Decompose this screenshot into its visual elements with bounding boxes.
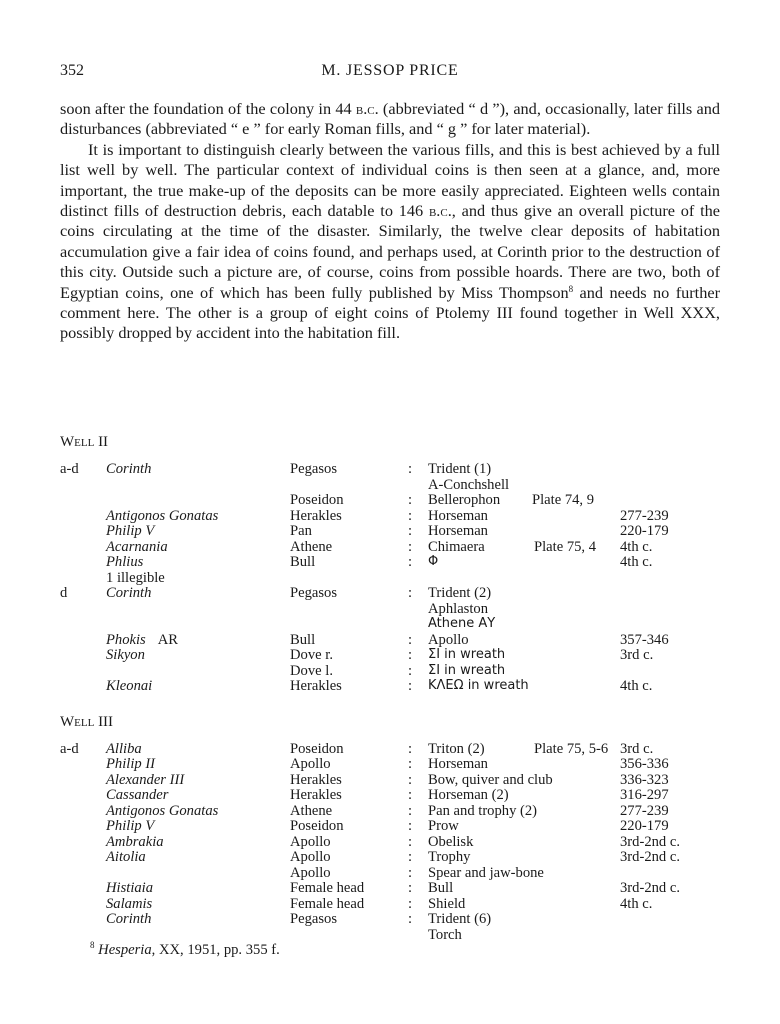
table-row: [60, 849, 740, 865]
obverse-type: Bull: [290, 631, 316, 648]
table-row: [60, 756, 740, 772]
obverse-type: Poseidon: [290, 740, 344, 757]
plate-reference: Plate 74, 9: [532, 492, 595, 508]
separator-colon: :: [408, 833, 413, 850]
reverse-type: Shield: [428, 895, 466, 912]
obverse-type: Herakles: [290, 787, 342, 803]
reverse-type: Torch: [428, 926, 462, 943]
mint-text: Corinth: [106, 461, 152, 477]
reverse-type: Apollo: [428, 631, 469, 648]
mint-name: [106, 678, 152, 695]
separator-colon: :: [408, 864, 413, 881]
table-row: [60, 508, 740, 524]
date-range: 4th c.: [620, 678, 653, 694]
reverse-type: ΣΙ in wreath: [428, 647, 506, 662]
date-range: 220-179: [620, 523, 669, 539]
obverse-type: Athene: [290, 802, 333, 819]
footnote-journal: Hesperia: [98, 942, 152, 958]
obverse-type: Female head: [290, 895, 365, 912]
table-row: [60, 539, 740, 555]
separator-colon: :: [408, 895, 413, 912]
reverse-type: A-Conchshell: [428, 476, 510, 493]
reverse-type: Bellerophon: [428, 492, 501, 508]
reverse-type: Chimaera: [428, 538, 485, 555]
separator-colon: :: [408, 849, 413, 865]
date-range: 316-297: [620, 787, 669, 803]
fill-label: a-d: [60, 740, 79, 757]
reverse-type: Trident (6): [428, 911, 492, 927]
mint-text: Salamis: [106, 895, 153, 912]
mint-name: [106, 554, 143, 571]
separator-colon: :: [408, 585, 413, 601]
body-text: [60, 99, 720, 344]
date-range: 3rd-2nd c.: [620, 880, 680, 896]
obverse-type: Pan: [290, 523, 312, 539]
obverse-type: Poseidon: [290, 818, 344, 834]
table-row: [60, 601, 740, 617]
mint-name: [106, 787, 168, 804]
obverse-type: Herakles: [290, 678, 342, 694]
mint-name: [106, 834, 164, 851]
mint-name: [106, 523, 154, 540]
separator-colon: :: [408, 662, 413, 679]
separator-colon: :: [408, 678, 413, 694]
reverse-type: Horseman: [428, 523, 488, 539]
obverse-type: Apollo: [290, 849, 331, 865]
reverse-type: Trident (2): [428, 585, 492, 601]
separator-colon: :: [408, 461, 413, 477]
separator-colon: :: [408, 492, 413, 508]
table-row: [60, 741, 740, 757]
mint-text: Corinth: [106, 911, 152, 927]
table-row: [60, 461, 740, 477]
table-row: [60, 647, 740, 663]
separator-colon: :: [408, 647, 413, 663]
date-range: 356-336: [620, 756, 669, 772]
page-number: 352: [60, 62, 84, 79]
table-row: [60, 616, 740, 632]
reverse-type: Aphlaston: [428, 600, 488, 617]
obverse-type: Apollo: [290, 833, 331, 850]
reverse-type: Pan and trophy (2): [428, 802, 538, 819]
separator-colon: :: [408, 631, 413, 648]
reverse-type: Trophy: [428, 849, 471, 865]
mint-text: Philip V: [106, 818, 155, 834]
separator-colon: :: [408, 818, 413, 834]
paragraph-1: soon after the foundation of the colony in 44 b.c. (abbreviated “ d ”), and, occasionally, later fills and disturbances (abbreviated “ e ” for early Roman fills, and “ g ” for later material).: [60, 99, 720, 139]
table-row: [60, 678, 740, 694]
mint-name: [106, 585, 151, 602]
table-row: [60, 570, 740, 586]
table-row: [60, 787, 740, 803]
reverse-type: Bow, quiver and club: [428, 771, 553, 788]
separator-colon: :: [408, 538, 413, 555]
obverse-type: Apollo: [290, 864, 331, 881]
well-title: Well III: [60, 713, 114, 730]
reverse-type: Bull: [428, 880, 454, 896]
mint-name: [106, 756, 155, 773]
table-row: [60, 585, 740, 601]
separator-colon: :: [408, 787, 413, 803]
separator-colon: :: [408, 771, 413, 788]
reverse-type: Φ: [428, 554, 439, 569]
table-row: [60, 523, 740, 539]
mint-text: Sikyon: [106, 647, 145, 663]
mint-text: 1 illegible: [106, 569, 165, 586]
separator-colon: :: [408, 880, 413, 896]
reverse-type: Horseman (2): [428, 787, 509, 803]
mint-text: Alexander III: [106, 771, 185, 788]
obverse-type: Dove l.: [290, 662, 333, 679]
table-row: [60, 927, 740, 943]
paragraph-2: It is important to distinguish clearly between the various fills, and this is best achieved by a full list well by well. The particular context of individual coins is then seen at a glance, and, more important, the true make-up of the deposits can be more easily appreciated. Eighteen wells contain distinct fills of destruction debris, each datable to 146 b.c., and thus give an overall picture of the coins circulating at the time of the disaster. Similarly, the twelve clear deposits of habitation accumulation give a fair idea of coins found, and perhaps used, at Corinth prior to the destruction of this city. Outside such a picture are, of course, coins from possible hoards. There are two, both of Egyptian coins, one of which has been fully published by Miss Thompson$^8$ and needs no further comment here. The other is a group of eight coins of Ptolemy III found together in Well XXX, possibly dropped by accident into the habitation fill.: [60, 139, 721, 343]
separator-colon: :: [408, 802, 413, 819]
footnote: [90, 942, 280, 959]
reverse-type: ΣΙ in wreath: [428, 662, 506, 678]
footnote-ref: 8: [568, 283, 574, 294]
table-row: [60, 896, 740, 912]
date-range: 4th c.: [620, 538, 653, 555]
mint-text: Ambrakia: [106, 833, 164, 850]
obverse-type: Female head: [290, 880, 365, 896]
mint-name: [106, 632, 178, 649]
mint-text: Kleonai: [106, 678, 153, 694]
fill-label: a-d: [60, 461, 79, 477]
mint-name: [106, 741, 142, 758]
mint-name: [106, 911, 151, 928]
mint-name: [106, 772, 184, 789]
well-heading: [60, 434, 740, 461]
mint-name: [106, 508, 218, 525]
mint-text: Acarnania: [106, 538, 168, 555]
table-row: [60, 880, 740, 896]
separator-colon: :: [408, 554, 413, 570]
obverse-type: Poseidon: [290, 492, 344, 508]
obverse-type: Pegasos: [290, 585, 338, 601]
obverse-type: Pegasos: [290, 461, 338, 477]
running-head: M. JESSOP PRICE: [321, 62, 459, 79]
table-row: [60, 911, 740, 927]
date-range: 336-323: [620, 771, 669, 788]
date-range: 3rd-2nd c.: [620, 849, 680, 865]
reverse-type: ΚΛΕΩ in wreath: [428, 678, 529, 693]
date-range: 357-346: [620, 631, 669, 648]
table-row: [60, 492, 740, 508]
reverse-type: Trident (1): [428, 461, 492, 477]
obverse-type: Dove r.: [290, 647, 333, 663]
reverse-type: Horseman: [428, 756, 488, 772]
well-title: Well II: [60, 434, 109, 450]
footnote-citation: , XX, 1951, pp. 355 f.: [151, 942, 280, 958]
reverse-type: Obelisk: [428, 833, 474, 850]
mint-name: [106, 849, 146, 866]
plate-reference: Plate 75, 5-6: [534, 740, 609, 757]
footnote-number: 8: [90, 940, 95, 950]
reverse-type: Horseman: [428, 507, 488, 524]
reverse-type: Spear and jaw-bone: [428, 864, 544, 881]
obverse-type: Herakles: [290, 507, 342, 524]
table-row: [60, 803, 740, 819]
mint-text: Cassander: [106, 787, 169, 803]
mint-text: Aitolia: [106, 849, 146, 865]
date-range: 277-239: [620, 507, 669, 524]
table-row: [60, 663, 740, 679]
mint-text: Phlius: [106, 554, 144, 570]
date-range: 3rd c.: [620, 740, 654, 757]
reverse-type: Triton (2): [428, 740, 485, 757]
mint-name: [106, 896, 152, 913]
obverse-type: Pegasos: [290, 911, 338, 927]
mint-text: Corinth: [106, 585, 152, 601]
well-heading: [60, 714, 740, 741]
separator-colon: :: [408, 523, 413, 539]
reverse-type: Athene ΑΥ: [428, 616, 496, 631]
mint-name: [106, 570, 165, 587]
table-row: [60, 865, 740, 881]
date-range: 3rd-2nd c.: [620, 833, 680, 850]
obverse-type: Bull: [290, 554, 316, 570]
table-row: [60, 834, 740, 850]
mint-name: [106, 880, 153, 897]
separator-colon: :: [408, 740, 413, 757]
mint-text: Philip II: [106, 756, 156, 772]
obverse-type: Athene: [290, 538, 333, 555]
table-row: [60, 477, 740, 493]
date-range: 4th c.: [620, 554, 653, 570]
separator-colon: :: [408, 756, 413, 772]
mint-name: [106, 818, 154, 835]
separator-colon: :: [408, 911, 413, 927]
mint-text: Histiaia: [106, 880, 154, 896]
mint-text: Phokis: [106, 631, 146, 648]
page-header: [60, 62, 720, 84]
reverse-type: Prow: [428, 818, 459, 834]
fill-label: d: [60, 585, 68, 601]
mint-text: Alliba: [106, 740, 142, 757]
date-range: 4th c.: [620, 895, 653, 912]
mint-text: Antigonos Gonatas: [106, 802, 219, 819]
coin-table: [60, 434, 740, 942]
separator-colon: :: [408, 507, 413, 524]
obverse-type: Herakles: [290, 771, 342, 788]
plate-reference: Plate 75, 4: [534, 538, 597, 555]
table-row: [60, 772, 740, 788]
mint-name: [106, 539, 168, 556]
date-range: 3rd c.: [620, 647, 654, 663]
mint-name: [106, 461, 151, 478]
mint-name: [106, 647, 145, 664]
date-range: 277-239: [620, 802, 669, 819]
date-range: 220-179: [620, 818, 669, 834]
obverse-type: Apollo: [290, 756, 331, 772]
mint-name: [106, 803, 218, 820]
table-row: [60, 818, 740, 834]
table-row: [60, 632, 740, 648]
table-row: [60, 554, 740, 570]
mint-text: Philip V: [106, 523, 155, 539]
mint-text: Antigonos Gonatas: [106, 507, 219, 524]
well-gap: [60, 694, 740, 714]
mint-note: AR: [157, 631, 179, 648]
